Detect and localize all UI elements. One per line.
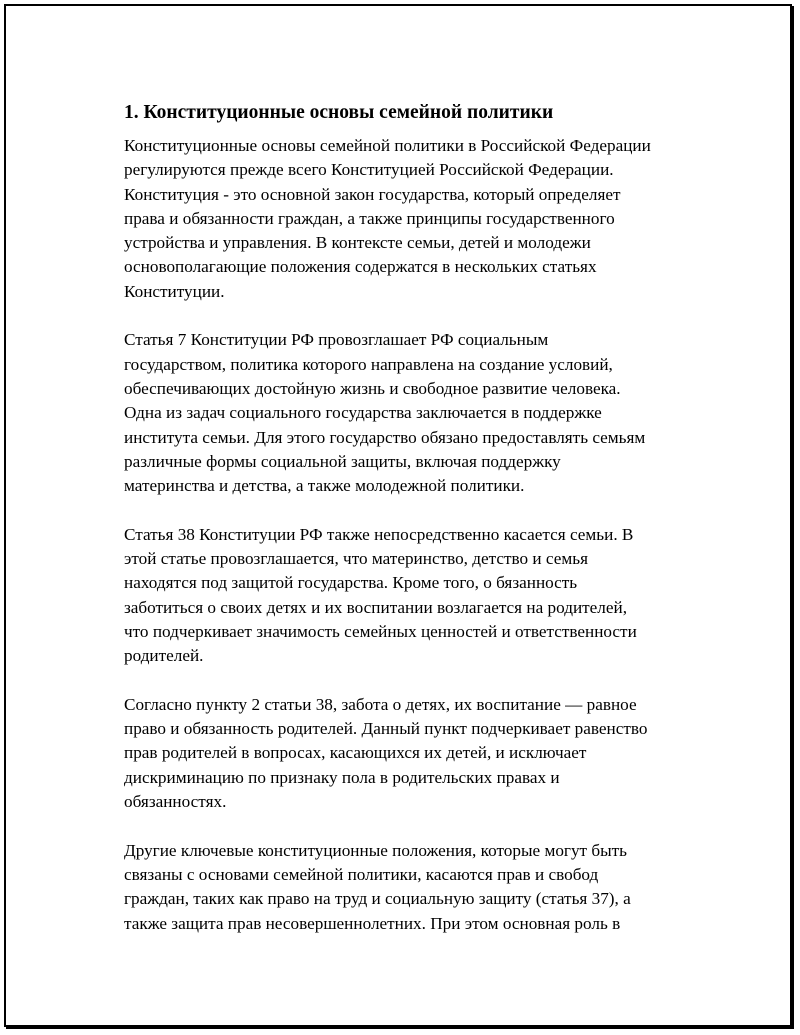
text-line: также защита прав несовершеннолетних. При этом основная роль в xyxy=(124,913,621,933)
text-line: право и обязанность родителей. Данный пункт подчеркивает равенство xyxy=(124,719,648,739)
paragraph-2 xyxy=(124,328,704,498)
paragraph-1 xyxy=(124,134,704,304)
text-line: права и обязанности граждан, а также принципы государственного xyxy=(124,208,615,228)
text-line: обязанностях. xyxy=(124,792,227,812)
text-line: государством, политика которого направлена на создание условий, xyxy=(124,354,613,374)
text-line: дискриминацию по признаку пола в родительских правах и xyxy=(124,767,560,787)
text-line: материнства и детства, а также молодежной политики. xyxy=(124,476,525,496)
text-line: связаны с основами семейной политики, касаются прав и свобод xyxy=(124,864,599,884)
text-line: Другие ключевые конституционные положения, которые могут быть xyxy=(124,840,628,860)
text-line: Согласно пункту 2 статьи 38, забота о детях, их воспитание — равное xyxy=(124,694,637,714)
paragraph-3 xyxy=(124,523,704,669)
text-line: этой статье провозглашается, что материнство, детство и семья xyxy=(124,549,588,569)
document-body xyxy=(124,100,704,960)
section-heading: 1. Конституционные основы семейной политики xyxy=(124,102,554,123)
text-line: находятся под защитой государства. Кроме того, о бязанность xyxy=(124,573,578,593)
page-frame xyxy=(4,4,792,1027)
text-line: Статья 7 Конституции РФ провозглашает РФ социальным xyxy=(124,330,549,350)
text-line: института семьи. Для этого государство обязано предоставлять семьям xyxy=(124,427,646,447)
text-line: обеспечивающих достойную жизнь и свободное развитие человека. xyxy=(124,378,621,398)
text-line: Конституции. xyxy=(124,281,225,301)
text-line: Конституционные основы семейной политики в Российской Федерации xyxy=(124,136,651,155)
paragraph-5 xyxy=(124,839,704,936)
text-line: прав родителей в вопросах, касающихся их детей, и исключает xyxy=(124,743,587,763)
text-line: Конституция - это основной закон государства, который определяет xyxy=(124,184,621,204)
text-line: родителей. xyxy=(124,646,204,666)
paragraph-4 xyxy=(124,693,704,814)
text-line: заботиться о своих детях и их воспитании возлагается на родителей, xyxy=(124,597,627,617)
text-line: Одна из задач социального государства заключается в поддержке xyxy=(124,403,602,423)
text-line: регулируются прежде всего Конституцией Российской Федерации. xyxy=(124,160,614,180)
text-line: граждан, таких как право на труд и социальную защиту (статья 37), а xyxy=(124,889,631,909)
text-line: основополагающие положения содержатся в нескольких статьях xyxy=(124,257,597,277)
text-line: Статья 38 Конституции РФ также непосредственно касается семьи. В xyxy=(124,524,634,544)
text-line: что подчеркивает значимость семейных ценностей и ответственности xyxy=(124,621,637,641)
text-line: устройства и управления. В контексте семьи, детей и молодежи xyxy=(124,233,591,253)
text-line: различные формы социальной защиты, включая поддержку xyxy=(124,451,561,471)
